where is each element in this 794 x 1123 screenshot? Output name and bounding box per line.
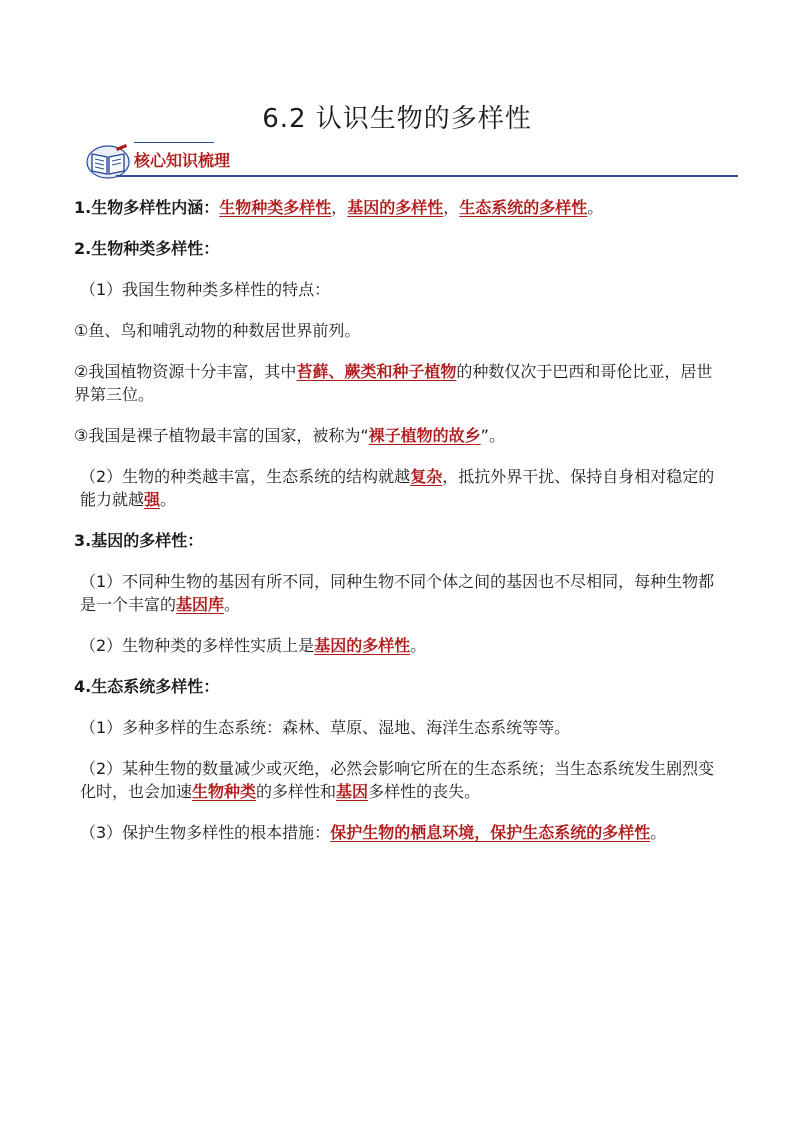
answer: 基因的多样性 (314, 636, 411, 655)
banner-top-rule (134, 142, 214, 143)
text: 。 (224, 595, 241, 614)
s2-p2: ①鱼、鸟和哺乳动物的种数居世界前列。 (74, 321, 361, 340)
text: ， (443, 198, 460, 217)
answer: 基因库 (176, 595, 225, 614)
answer: 基因的多样性 (347, 198, 444, 217)
s1-heading: 1.生物多样性内涵： (74, 198, 220, 217)
answer: 保护生物的栖息环境，保护生态系统的多样性 (330, 823, 651, 842)
answer: 生态系统的多样性 (459, 198, 588, 217)
text: 的种数仅次于巴西和哥伦比亚，居世界第三位。 (74, 362, 713, 404)
text: 的多样性和 (256, 782, 337, 801)
s3-p2 (74, 634, 724, 657)
answer: 生物种类多样性 (219, 198, 332, 217)
text: （1）不同种生物的基因有所不同，同种生物不同个体之间的基因也不尽相同，每种生物都是一个丰富的 (80, 572, 715, 614)
text: （2）生物种类的多样性实质上是 (80, 636, 315, 655)
answer: 强 (144, 490, 161, 509)
text: ”。 (480, 426, 505, 445)
text: （3）保护生物多样性的根本措施： (80, 823, 331, 842)
page-title: 6.2 认识生物的多样性 (262, 104, 532, 134)
text: 。 (410, 636, 427, 655)
text: （2）生物的种类越丰富，生态系统的结构就越 (80, 467, 411, 486)
text: 。 (160, 490, 177, 509)
answer: 基因 (336, 782, 369, 801)
text: ③我国是裸子植物最丰富的国家，被称为“ (74, 426, 369, 445)
text: ②我国植物资源十分丰富，其中 (74, 362, 297, 381)
s2-p5 (74, 465, 724, 511)
s4-p2 (74, 757, 724, 803)
s3-heading: 3.基因的多样性： (74, 531, 204, 550)
banner-bottom-rule (116, 175, 738, 177)
text: （2）某种生物的数量减少或灭绝，必然会影响它所在的生态系统；当生态系统发生剧烈变化时，也会加速 (80, 759, 715, 801)
text: ， (331, 198, 348, 217)
s2-p1: （1）我国生物种类多样性的特点： (80, 280, 331, 299)
notes-content (74, 196, 724, 862)
text: 多样性的丧失。 (368, 782, 481, 801)
s4-p3 (74, 821, 724, 844)
s2-p4 (74, 424, 724, 447)
text: 。 (650, 823, 667, 842)
s4-heading: 4.生态系统多样性： (74, 677, 220, 696)
answer: 苔藓、蕨类和种子植物 (296, 362, 457, 381)
text: 。 (587, 198, 604, 217)
text: ，抵抗外界干扰、保持自身相对稳定的能力就越 (80, 467, 715, 509)
s1-paragraph (74, 196, 724, 219)
s3-p1 (74, 570, 724, 616)
answer: 生物种类 (192, 782, 257, 801)
answer: 复杂 (410, 467, 443, 486)
s2-p3 (74, 360, 724, 406)
section-banner (86, 138, 738, 182)
s2-heading: 2.生物种类多样性： (74, 239, 220, 258)
answer: 裸子植物的故乡 (368, 426, 481, 445)
banner-label: 核心知识梳理 (134, 151, 231, 170)
s4-p1: （1）多种多样的生态系统：森林、草原、湿地、海洋生态系统等等。 (80, 718, 571, 737)
